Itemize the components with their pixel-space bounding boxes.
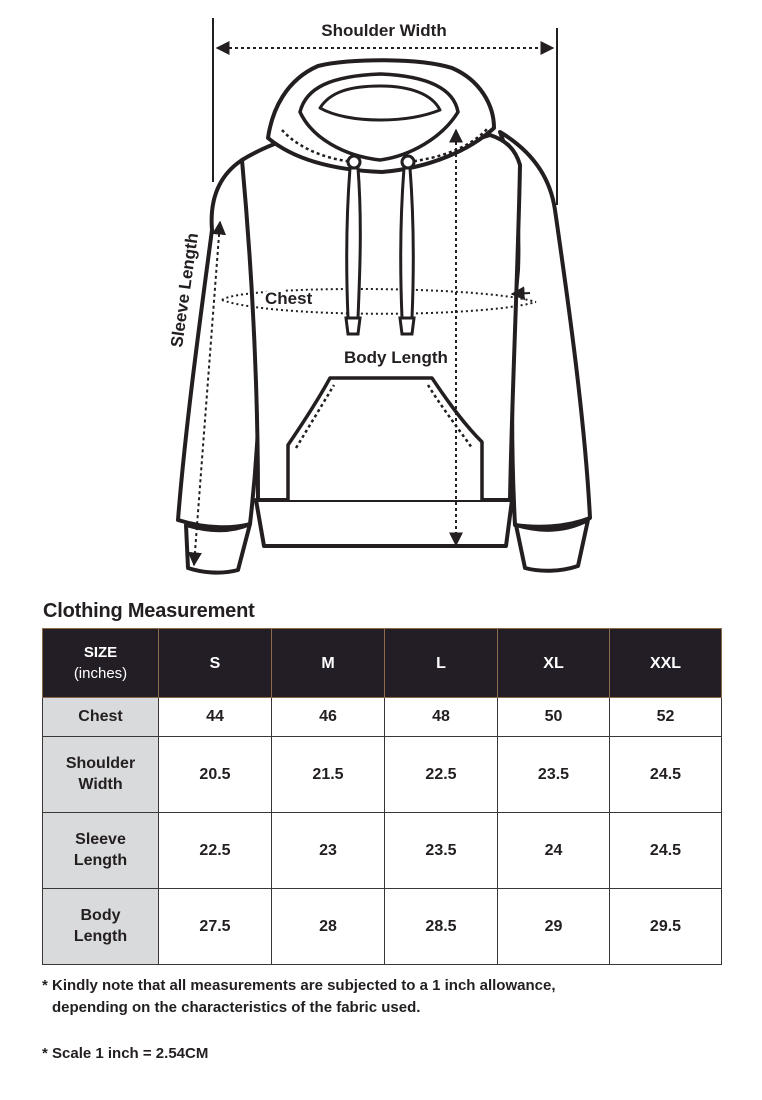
table-cell: 22.5 <box>385 736 498 812</box>
size-column-header: L <box>385 629 498 698</box>
table-cell: 50 <box>498 698 610 737</box>
waistband <box>256 500 512 546</box>
table-row <box>43 812 722 888</box>
table-cell: 24.5 <box>610 736 722 812</box>
chest-arrow <box>512 293 530 294</box>
row-label-text: Width <box>78 776 123 794</box>
table-cell: 24.5 <box>610 812 722 888</box>
table-row <box>43 736 722 812</box>
row-label-text: Length <box>73 852 128 870</box>
table-cell: 23 <box>272 812 385 888</box>
table-cell: 20.5 <box>159 736 272 812</box>
table-cell: 29.5 <box>610 888 722 964</box>
table-cell: 22.5 <box>159 812 272 888</box>
size-column-header: XL <box>498 629 610 698</box>
table-cell: 44 <box>159 698 272 737</box>
scale-note: * Scale 1 inch = 2.54CM <box>42 1045 209 1062</box>
row-label-text: Body <box>80 907 121 925</box>
row-label-text: Sleeve <box>75 831 126 849</box>
table-header-row <box>43 629 722 698</box>
allowance-note-line2: depending on the characteristics of the fabric used. <box>52 999 421 1016</box>
row-label-shoulder-width <box>43 736 159 812</box>
table-cell: 23.5 <box>385 812 498 888</box>
allowance-note-line1: * Kindly note that all measurements are subjected to a 1 inch allowance, <box>42 977 556 994</box>
hoodie-illustration <box>178 60 590 572</box>
table-cell: 29 <box>498 888 610 964</box>
table-cell: 23.5 <box>498 736 610 812</box>
table-cell: 24 <box>498 812 610 888</box>
row-label-text: Chest <box>78 708 123 726</box>
table-cell: 28.5 <box>385 888 498 964</box>
size-chart-table <box>42 628 722 965</box>
row-label-text: Shoulder <box>65 755 136 773</box>
table-cell: 48 <box>385 698 498 737</box>
size-column-header: XXL <box>610 629 722 698</box>
section-title: Clothing Measurement <box>43 600 255 622</box>
left-cuff <box>186 524 250 573</box>
body-length-label: Body Length <box>344 348 448 367</box>
size-header-cell <box>43 629 159 698</box>
table-cell: 21.5 <box>272 736 385 812</box>
table-cell: 28 <box>272 888 385 964</box>
row-label-text: Length <box>73 928 128 946</box>
table-row <box>43 698 722 737</box>
table-cell: 46 <box>272 698 385 737</box>
allowance-note <box>42 975 742 1019</box>
table-cell: 27.5 <box>159 888 272 964</box>
row-label-chest <box>43 698 159 737</box>
size-header-label: SIZE <box>83 644 118 661</box>
sleeve-length-label: Sleeve Length <box>167 231 203 349</box>
table-cell: 52 <box>610 698 722 737</box>
size-column-header: M <box>272 629 385 698</box>
shoulder-width-label: Shoulder Width <box>321 21 447 40</box>
size-column-header: S <box>159 629 272 698</box>
row-label-body-length <box>43 888 159 964</box>
table-row <box>43 888 722 964</box>
chest-label: Chest <box>265 289 313 308</box>
row-label-sleeve-length <box>43 812 159 888</box>
size-header-unit: (inches) <box>73 665 128 682</box>
